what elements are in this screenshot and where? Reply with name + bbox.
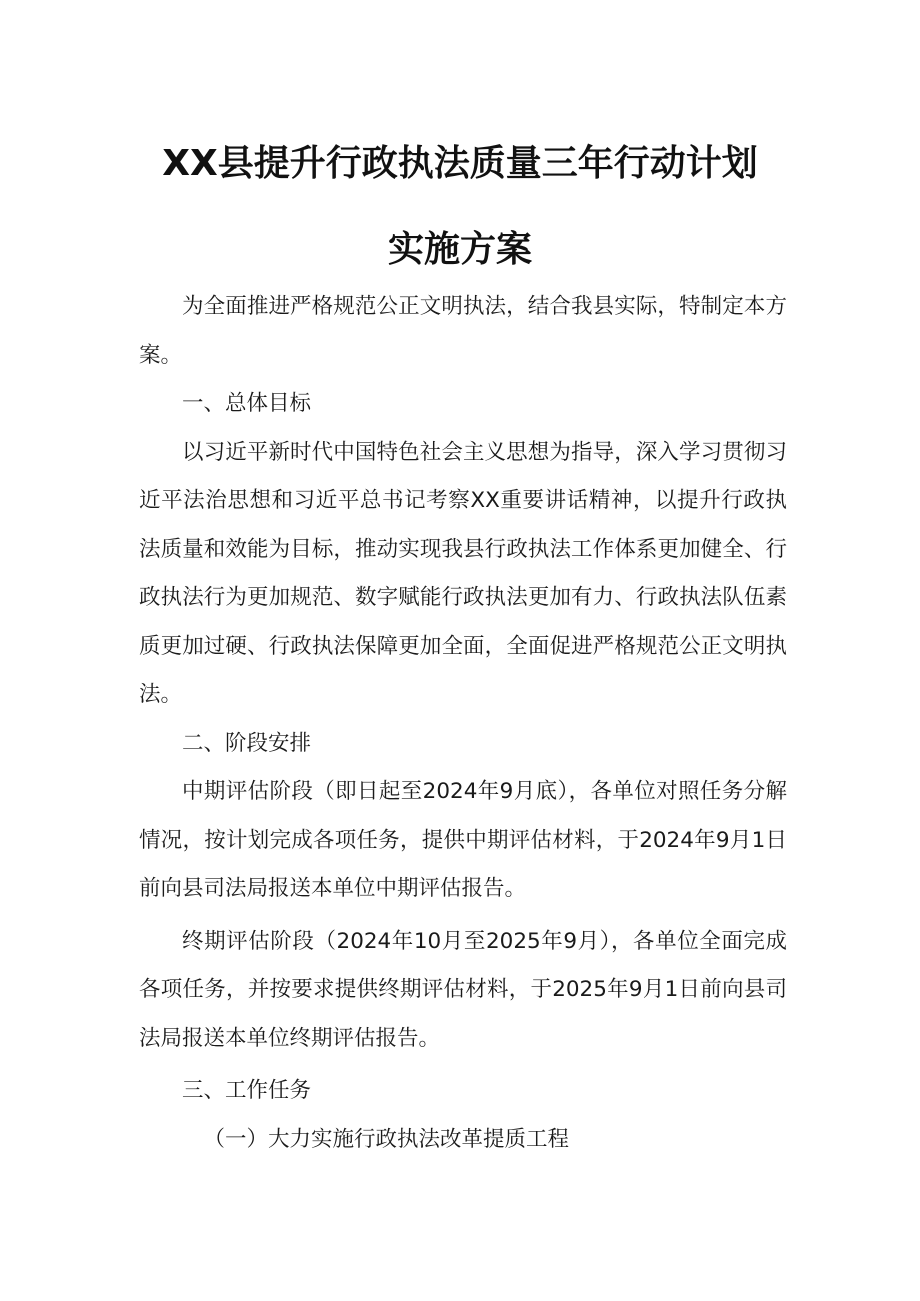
- section-heading-stages: 二、阶段安排: [182, 730, 312, 756]
- midterm-paragraph: 中期评估阶段（即日起至2024年9月底），各单位对照任务分解情况，按计划完成各项任务，提供中期评估材料，于2024年9月1日前向县司法局报送本单位中期评估报告。: [139, 779, 787, 901]
- goals-paragraph: 以习近平新时代中国特色社会主义思想为指导，深入学习贯彻习近平法治思想和习近平总书记考察XX重要讲话精神，以提升行政执法质量和效能为目标，推动实现我县行政执法工作体系更加健全、行政执法行为更加规范、数字赋能行政执法更加有力、行政执法队伍素质更加过硬、行政执法保障更加全面，全面促进严格规范公正文明执法。: [139, 439, 787, 707]
- document-title-line1: XX县提升行政执法质量三年行动计划: [162, 143, 758, 184]
- intro-paragraph: 为全面推进严格规范公正文明执法，结合我县实际，特制定本方案。: [139, 294, 787, 368]
- section-heading-goals: 一、总体目标: [182, 391, 312, 416]
- final-paragraph: 终期评估阶段（2024年10月至2025年9月），各单位全面完成各项任务，并按要求提供终期评估材料，于2025年9月1日前向县司法局报送本单位终期评估报告。: [139, 928, 787, 1051]
- document-body: [139, 283, 787, 1164]
- subsection-heading-reform: （一）大力实施行政执法改革提质工程: [203, 1126, 570, 1152]
- document-title-line2: 实施方案: [387, 229, 532, 270]
- section-heading-tasks: 三、工作任务: [182, 1078, 312, 1103]
